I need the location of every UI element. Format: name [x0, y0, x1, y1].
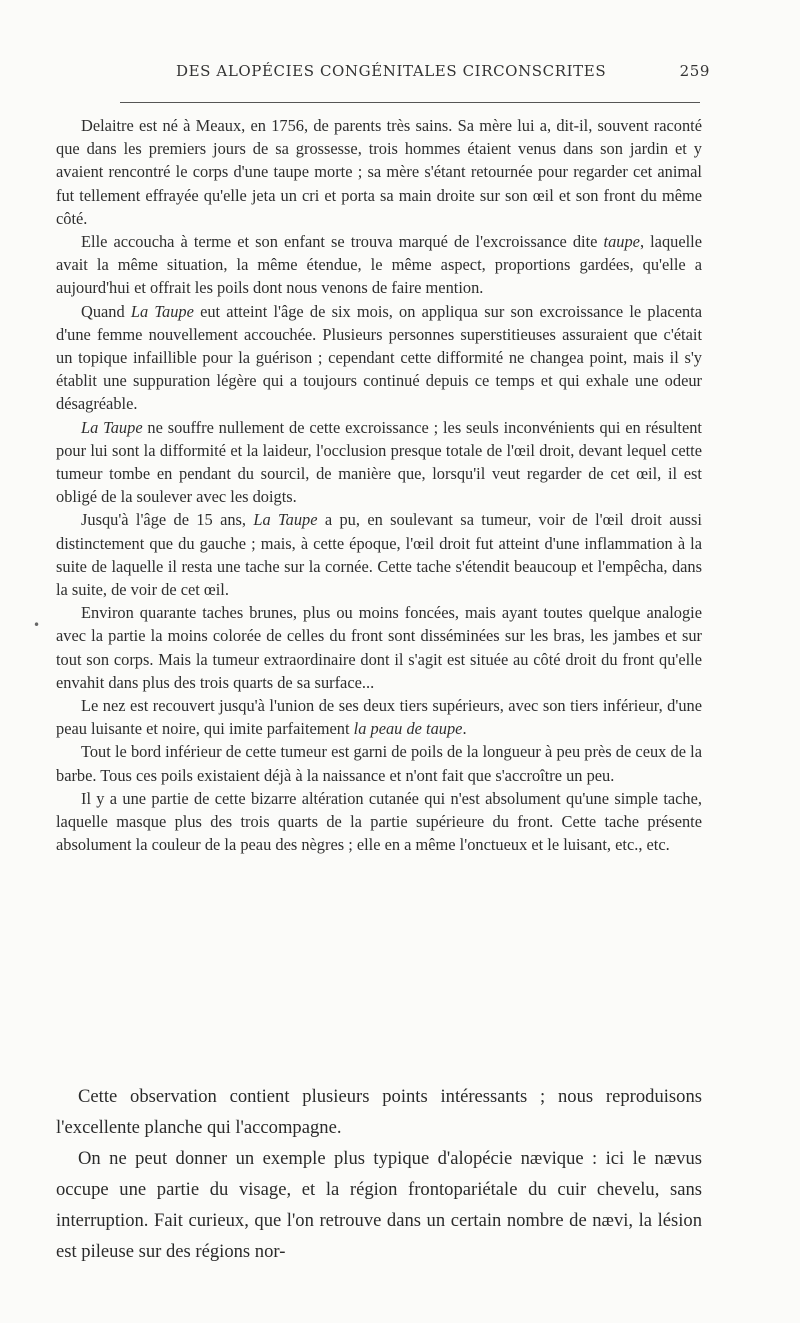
quote-paragraph: Delaitre est né à Meaux, en 1756, de parents très sains. Sa mère lui a, dit-il, souvent raconté que dans les premiers jours de sa grossesse, trois hommes étaient venus dans son jardin et y avaient rencontré le corps d'une taupe morte ; sa mère s'étant retournée pour regarder cet animal fut tellement effrayée qu'elle jeta un cri et porta sa main droite sur son œil et son front du même côté. [56, 116, 702, 228]
header-rule [120, 102, 700, 103]
quote-paragraph: Le nez est recouvert jusqu'à l'union de ses deux tiers supérieurs, avec son tiers inférieur, d'une peau luisante et noire, qui imite parfaitement la peau de taupe. [56, 696, 702, 739]
quote-paragraph: Quand La Taupe eut atteint l'âge de six mois, on appliqua sur son excroissance le placenta d'une femme nouvellement accouchée. Plusieurs personnes superstitieuses assuraient que c'était un topique infaillible pour la guérison ; cependant cette difformité ne changea point, mais il s'y établit une suppuration légère qui a toujours continué depuis ce temps et qui exhale une odeur désagréable. [56, 301, 703, 414]
quote-paragraph: Tout le bord inférieur de cette tumeur est garni de poils de la longueur à peu près de ceux de la barbe. Tous ces poils existaient déjà à la naissance et n'ont fait que s'accroître un peu. [56, 742, 702, 785]
quote-paragraph: La Taupe ne souffre nullement de cette excroissance ; les seuls inconvénients qui en résultent pour lui sont la difformité et la laideur, l'occlusion presque totale de l'œil droit, devant lequel cette tumeur tombe en pendant du sourcil, de manière que, lorsqu'il veut regarder de cet œil, il est obligé de la soulever avec les doigts. [56, 417, 702, 507]
quote-paragraph: Jusqu'à l'âge de 15 ans, La Taupe a pu, en soulevant sa tumeur, voir de l'œil droit aussi distinctement que du gauche ; mais, à cette époque, l'œil droit fut atteint d'une inflammation à la suite de laquelle il resta une tache sur la cornée. Cette tache s'étendit beaucoup et l'empêcha, dans la suite, de voir de cet œil. [56, 510, 702, 600]
quote-paragraph: Environ quarante taches brunes, plus ou moins foncées, mais ayant toutes quelque analogie avec la partie la moins colorée de celles du front sont disséminées sur les bras, les jambes et sur tout son corps. Mais la tumeur extraordinaire dont il s'agit est située au côté droit du front qu'elle envahit dans plus des trois quarts de sa surface... [56, 603, 702, 692]
running-title: DES ALOPÉCIES CONGÉNITALES CIRCONSCRITES [176, 62, 607, 80]
body-paragraph: On ne peut donner un exemple plus typique d'alopécie nævique : ici le nævus occupe une partie du visage, et la région frontopariétale du cuir chevelu, sans interruption. Fait curieux, que l'on retrouve dans un certain nombre de nævi, la lésion est pileuse sur des régions nor- [56, 1148, 702, 1262]
running-head [56, 62, 710, 88]
quote-paragraph: Il y a une partie de cette bizarre altération cutanée qui n'est absolument qu'une simple tache, laquelle masque plus des trois quarts de la partie supérieure du front. Cette tache présente absolument la couleur de la peau des nègres ; elle en a même l'onctueux et le luisant, etc., etc. [56, 788, 702, 855]
margin-mark: • [33, 618, 41, 632]
quote-paragraph: Elle accoucha à terme et son enfant se trouva marqué de l'excroissance dite taupe, laquelle avait la même situation, la même étendue, le même aspect, proportions gardées, qu'elle a aujourd'hui et offrait les poils dont nous venons de faire mention. [56, 232, 702, 298]
body-paragraph: Cette observation contient plusieurs points intéressants ; nous reproduisons l'excellente planche qui l'accompagne. [56, 1086, 702, 1138]
main-text [56, 1081, 702, 1267]
page-number: 259 [679, 62, 710, 80]
quoted-observation [56, 114, 702, 857]
